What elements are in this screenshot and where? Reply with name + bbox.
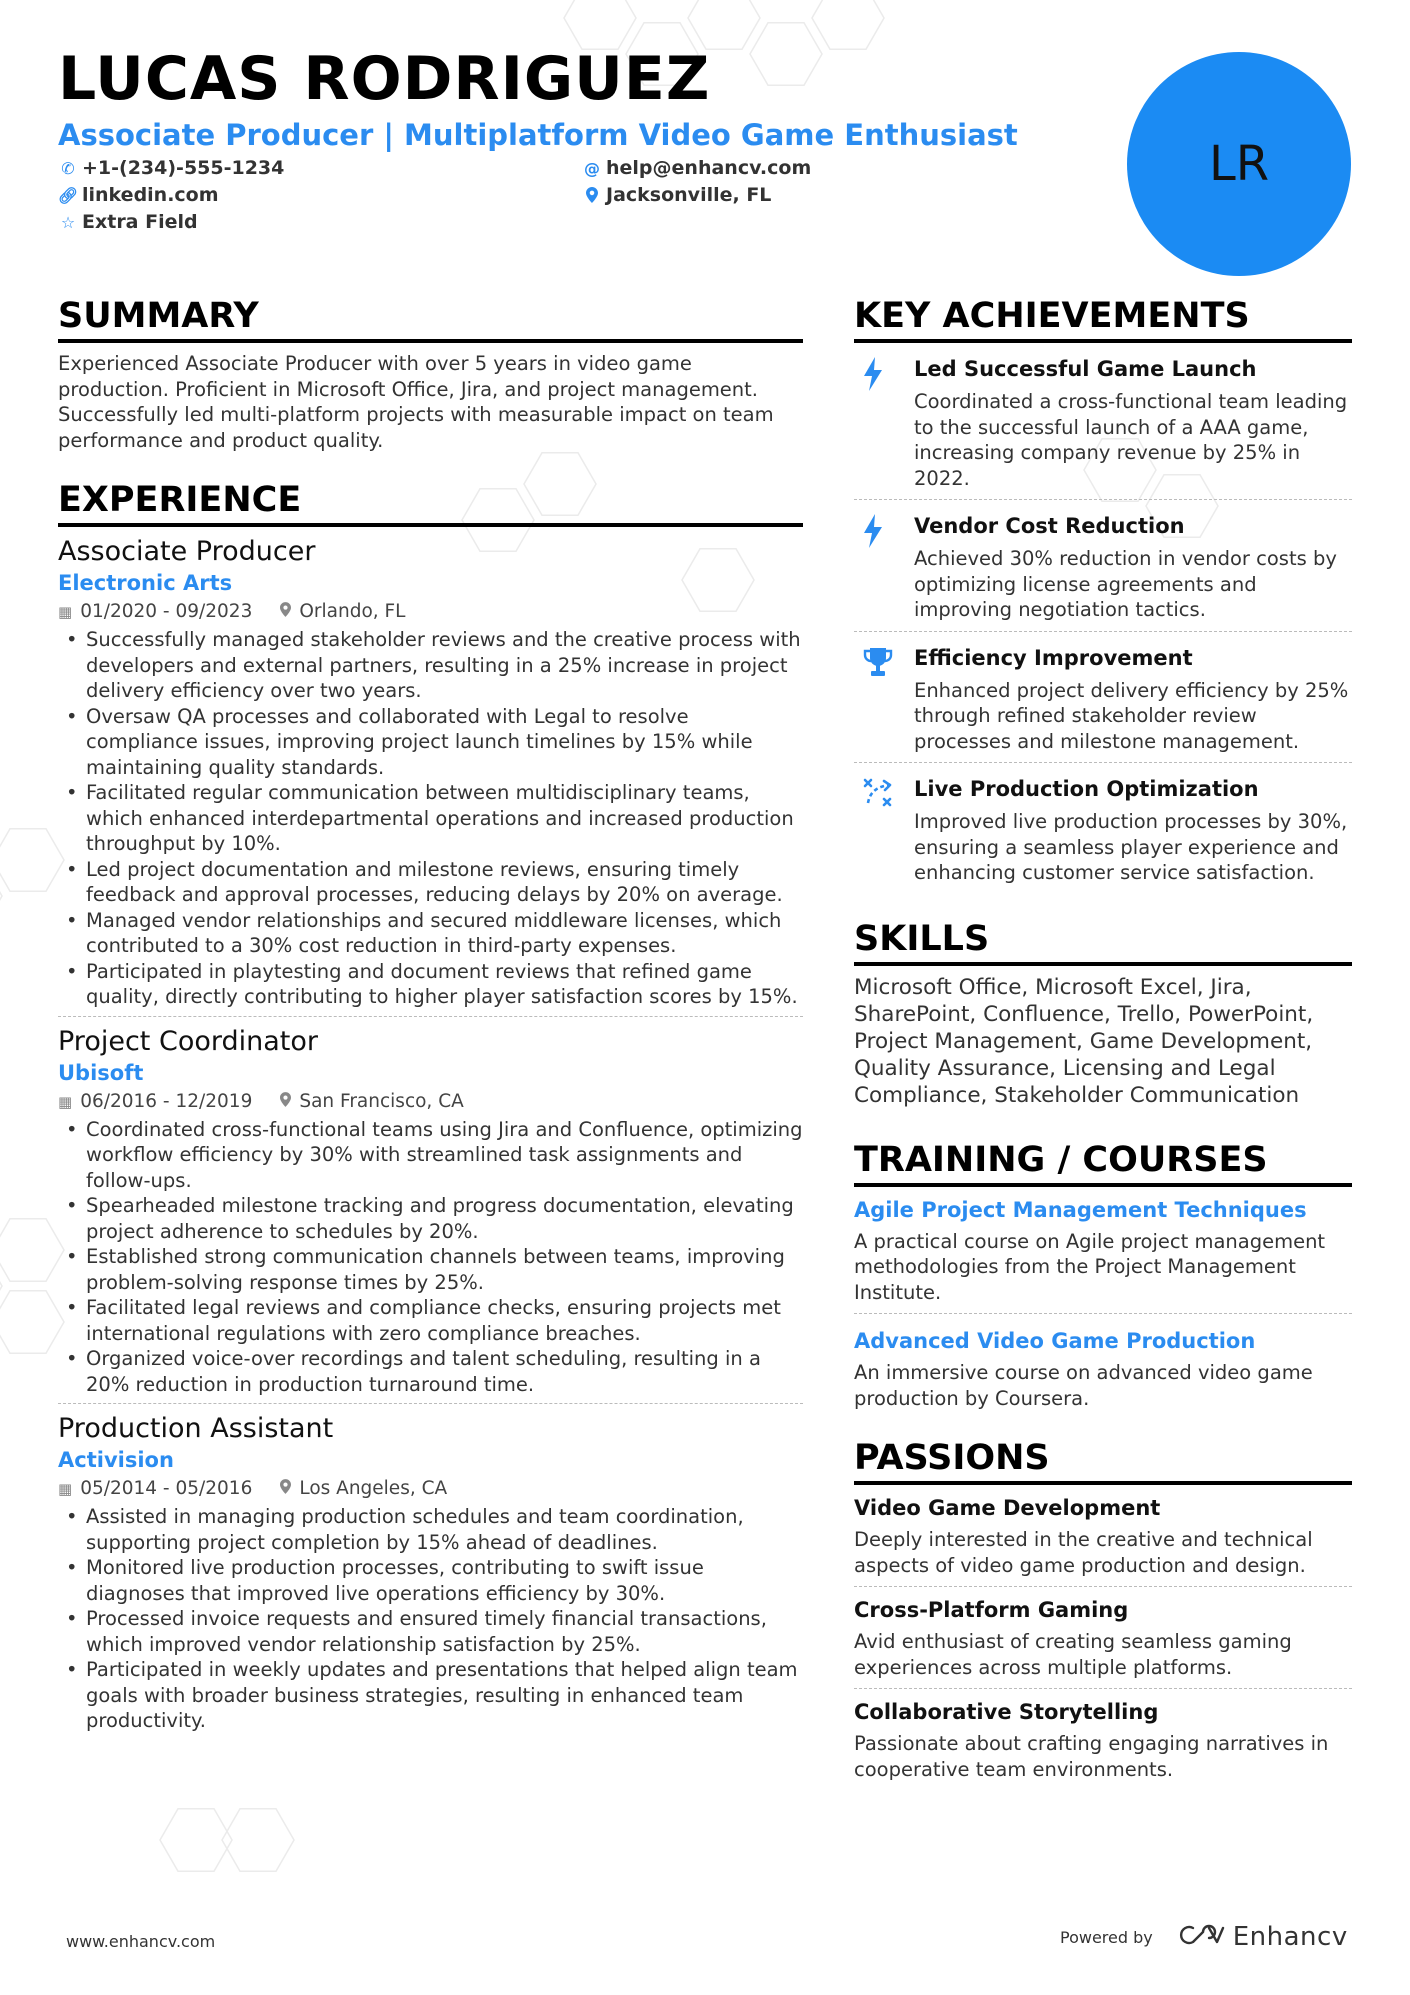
- job-location: [280, 1474, 447, 1504]
- passion-desc: Passionate about crafting engaging narratives in cooperative team environments.: [854, 1732, 1329, 1781]
- job-title: Production Assistant: [58, 1413, 334, 1444]
- passion-title: Video Game Development: [854, 1496, 1161, 1520]
- job-location-text: Los Angeles, CA: [299, 1478, 448, 1499]
- job-meta: [58, 1087, 803, 1117]
- achievement-body: [914, 644, 1352, 755]
- phone-text: +1-(234)-555-1234: [82, 157, 285, 179]
- job-entry: [58, 535, 803, 1017]
- summary-text: Experienced Associate Producer with over 5 years in video game production. Proficient in Microsoft Office, Jira, and project management. Successfully led multi-platform projects with measurable impact on team performance and product quality.: [58, 352, 774, 452]
- job-dates: 05/2014 - 05/2016: [80, 1478, 253, 1499]
- achievement-desc: Enhanced project delivery efficiency by 25% through refined stakeholder review processes and milestone management.: [914, 678, 1349, 753]
- skills-text: Microsoft Office, Microsoft Excel, Jira, SharePoint, Confluence, Trello, PowerPoint, Project Management, Game Development, Quality Assurance, Licensing and Legal Compliance, Stakeholder Communication: [854, 974, 1314, 1108]
- job-bullet: • Established strong communication channels between teams, improving problem-solving response times by 25%.: [58, 1244, 803, 1295]
- footer-branding: [1060, 1922, 1348, 1952]
- candidate-name: LUCAS RODRIGUEZ: [58, 44, 711, 114]
- passion-item: [854, 1493, 1352, 1587]
- summary-title: SUMMARY: [58, 295, 803, 343]
- job-bullet: • Processed invoice requests and ensured timely financial transactions, which improved vendor relationship satisfaction by 25%.: [58, 1606, 803, 1657]
- job-bullet: • Managed vendor relationships and secured middleware licenses, which contributed to a 30% cost reduction in third-party expenses.: [58, 908, 803, 959]
- achievement-desc: Improved live production processes by 30%, ensuring a seamless player experience and enhancing customer service satisfaction.: [914, 810, 1348, 884]
- job-location-text: Orlando, FL: [299, 601, 406, 622]
- job-bullet: • Monitored live production processes, contributing to swift issue diagnoses that improved live operations efficiency by 30%.: [58, 1555, 803, 1606]
- job-meta: [58, 1474, 803, 1504]
- calendar-icon: ▦: [58, 1092, 73, 1111]
- job-entry: [58, 1412, 803, 1740]
- calendar-icon: ▦: [58, 603, 73, 621]
- course-item: [854, 1326, 1352, 1419]
- experience-list: [58, 535, 803, 1740]
- phone-contact: [58, 157, 284, 179]
- map-pin-icon: [280, 1087, 291, 1117]
- job-location-text: San Francisco, CA: [299, 1090, 464, 1112]
- passion-title: Collaborative Storytelling: [854, 1700, 1159, 1724]
- job-dates: 06/2016 - 12/2019: [80, 1090, 253, 1112]
- passions-list: [854, 1493, 1352, 1790]
- linkedin-contact[interactable]: [58, 184, 219, 206]
- achievement-title: Vendor Cost Reduction: [914, 514, 1185, 538]
- company-name: Ubisoft: [58, 1060, 144, 1085]
- skills-title: SKILLS: [854, 918, 1352, 966]
- map-pin-icon: [582, 187, 602, 203]
- achievement-desc: Coordinated a cross-functional team leading to the successful launch of a AAA game, increasing company revenue by 25% in 2022.: [914, 390, 1348, 490]
- powered-by-text: Powered by: [1060, 1927, 1153, 1947]
- star-icon: ☆: [60, 212, 76, 232]
- achievement-title: Efficiency Improvement: [914, 645, 1193, 670]
- summary-section: [58, 295, 803, 453]
- passion-item: [854, 1697, 1352, 1790]
- location-contact: [582, 184, 771, 206]
- achievements-list: [854, 351, 1352, 894]
- enhancv-brand-text: Enhancv: [1232, 1922, 1348, 1952]
- passion-desc: Deeply interested in the creative and technical aspects of video game production and design.: [854, 1528, 1313, 1577]
- achievement-item: [854, 640, 1352, 764]
- map-pin-icon: [280, 597, 291, 627]
- job-bullet: • Assisted in managing production schedules and team coordination, supporting project completion by 15% ahead of deadlines.: [58, 1504, 803, 1555]
- course-desc: An immersive course on advanced video game production by Coursera.: [854, 1361, 1313, 1410]
- email-text[interactable]: help@enhancv.com: [606, 157, 812, 179]
- company-name: Activision: [58, 1448, 174, 1472]
- job-bullet: • Led project documentation and milestone reviews, ensuring timely feedback and approval processes, reducing delays by 20% on average.: [58, 857, 803, 908]
- job-bullet: • Spearheaded milestone tracking and progress documentation, elevating project adherence to schedules by 20%.: [58, 1193, 803, 1244]
- course-title: Agile Project Management Techniques: [854, 1197, 1307, 1222]
- job-dates: 01/2020 - 09/2023: [80, 601, 253, 622]
- achievement-title: Live Production Optimization: [914, 777, 1259, 801]
- achievement-item: [854, 508, 1352, 632]
- calendar-icon: ▦: [58, 1480, 73, 1498]
- achievement-body: [914, 512, 1352, 623]
- enhancv-logo-icon: [1179, 1924, 1225, 1950]
- skills-section: [854, 918, 1352, 1109]
- job-bullet: • Participated in weekly updates and presentations that helped align team goals with broader business strategies, resulting in enhanced team productivity.: [58, 1657, 803, 1734]
- headline: Associate Producer | Multiplatform Video Game Enthusiast: [58, 118, 1018, 152]
- right-column: [854, 295, 1352, 1798]
- job-bullet: • Participated in playtesting and document reviews that refined game quality, directly contributing to higher player satisfaction scores by 15%.: [58, 959, 803, 1010]
- company-name: Electronic Arts: [58, 571, 233, 595]
- achievement-desc: Achieved 30% reduction in vendor costs by optimizing license agreements and improving negotiation tactics.: [914, 547, 1337, 621]
- trophy-icon: [854, 644, 914, 755]
- extra-field-text: Extra Field: [82, 211, 198, 233]
- job-entry: [58, 1025, 803, 1405]
- job-bullets: [58, 1504, 803, 1734]
- lightning-icon: [854, 512, 914, 623]
- achievements-section: [854, 295, 1352, 894]
- location-text: Jacksonville, FL: [606, 184, 772, 206]
- footer-website[interactable]: www.enhancv.com: [66, 1932, 216, 1951]
- experience-section: [58, 479, 803, 1740]
- achievement-item: [854, 771, 1352, 894]
- left-column: [58, 295, 803, 1748]
- job-bullet: • Coordinated cross-functional teams using Jira and Confluence, optimizing workflow efficiency by 30% with streamlined task assignments and follow-ups.: [58, 1117, 803, 1194]
- job-bullet: • Facilitated legal reviews and compliance checks, ensuring projects met international regulations with zero compliance breaches.: [58, 1295, 803, 1346]
- job-meta: [58, 597, 803, 627]
- achievement-title: Led Successful Game Launch: [914, 357, 1257, 381]
- course-title: Advanced Video Game Production: [854, 1329, 1256, 1353]
- phone-icon: ✆: [61, 158, 75, 178]
- avatar: [1127, 52, 1351, 276]
- achievement-body: [914, 775, 1352, 886]
- course-item: [854, 1195, 1352, 1315]
- job-location: [280, 1087, 463, 1117]
- linkedin-text[interactable]: linkedin.com: [82, 184, 219, 206]
- experience-title: EXPERIENCE: [58, 479, 803, 527]
- achievements-title: KEY ACHIEVEMENTS: [854, 295, 1352, 343]
- passion-desc: Avid enthusiast of creating seamless gaming experiences across multiple platforms.: [854, 1630, 1292, 1679]
- passions-title: PASSIONS: [854, 1437, 1352, 1485]
- email-contact[interactable]: [582, 157, 811, 179]
- achievement-item: [854, 351, 1352, 500]
- extra-field: [58, 211, 198, 233]
- job-bullets: [58, 1117, 803, 1398]
- passions-section: [854, 1437, 1352, 1790]
- job-bullet: • Facilitated regular communication between multidisciplinary teams, which enhanced interdepartmental operations and increased production throughput by 10%.: [58, 780, 803, 857]
- job-bullet: • Successfully managed stakeholder reviews and the creative process with developers and external partners, resulting in a 25% increase in project delivery efficiency over two years.: [58, 627, 803, 704]
- strategy-icon: [854, 775, 914, 886]
- at-icon: @: [584, 158, 600, 178]
- link-icon: 🔗︎: [57, 185, 79, 205]
- passion-title: Cross-Platform Gaming: [854, 1598, 1129, 1622]
- map-pin-icon: [280, 1474, 291, 1504]
- job-bullets: [58, 627, 803, 1010]
- job-title: Project Coordinator: [58, 1025, 318, 1057]
- avatar-initials: LR: [1208, 136, 1270, 192]
- course-desc: A practical course on Agile project management methodologies from the Project Management Institute.: [854, 1229, 1326, 1304]
- passion-item: [854, 1595, 1352, 1689]
- job-location: [280, 597, 405, 627]
- job-bullet: • Organized voice-over recordings and talent scheduling, resulting in a 20% reduction in production turnaround time.: [58, 1346, 803, 1397]
- training-title: TRAINING / COURSES: [854, 1139, 1352, 1187]
- training-section: [854, 1139, 1352, 1420]
- job-title: Associate Producer: [58, 536, 316, 567]
- courses-list: [854, 1195, 1352, 1420]
- lightning-icon: [854, 355, 914, 491]
- achievement-body: [914, 355, 1352, 491]
- job-bullet: • Oversaw QA processes and collaborated with Legal to resolve compliance issues, improving project launch timelines by 15% while maintaining quality standards.: [58, 704, 803, 781]
